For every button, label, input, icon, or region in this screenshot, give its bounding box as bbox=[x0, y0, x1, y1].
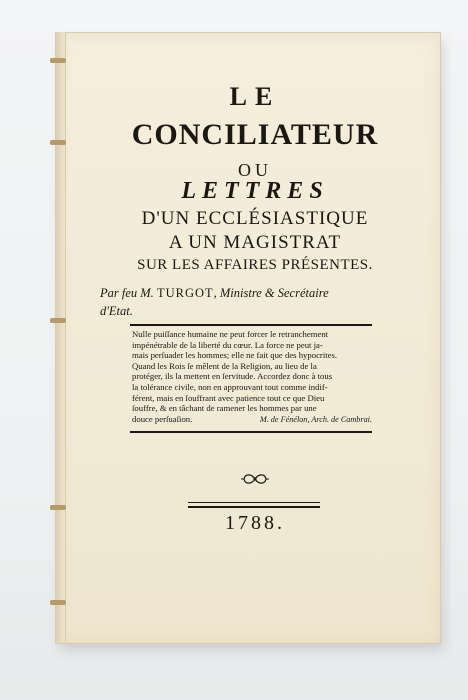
author-line2: d'Etat. bbox=[100, 304, 133, 318]
epigraph-line: Quand les Rois ſe mêlent de la Religion, au lieu de la bbox=[132, 360, 317, 371]
binding-stitch bbox=[50, 140, 66, 145]
title-conciliateur: CONCILIATEUR bbox=[131, 118, 379, 151]
title-line-ou: OU bbox=[238, 160, 272, 180]
title-page-text bbox=[70, 32, 440, 642]
epigraph-quote bbox=[132, 329, 372, 424]
epigraph-line: impénétrable de la liberté du cœur. La force ne peut ja- bbox=[132, 339, 323, 350]
epigraph-rule-top bbox=[130, 324, 372, 326]
title-lettres: LETTRES bbox=[181, 178, 329, 204]
title-line-le: LE bbox=[229, 82, 281, 111]
imprint-year: 1788. bbox=[225, 512, 285, 534]
epigraph-line: férent, mais en ſouffrant avec patience tout ce que Dieu bbox=[132, 392, 325, 403]
binding-stitch bbox=[50, 58, 66, 63]
epigraph-rule-bottom bbox=[130, 431, 372, 433]
epigraph-line: la tolérance civile, non en approuvant tout comme indif- bbox=[132, 381, 328, 392]
imprint-rule-thin bbox=[188, 502, 320, 503]
binding-stitch bbox=[50, 600, 66, 605]
author-name: TURGOT bbox=[156, 286, 214, 300]
epigraph-line: Nulle puiſſance humaine ne peut forcer le retranchement bbox=[132, 329, 329, 339]
subtitle-affaires: SUR LES AFFAIRES PRÉSENTES. bbox=[137, 257, 373, 273]
author-prefix: Par feu M. bbox=[100, 286, 154, 300]
epigraph-line: mais perſuader les hommes; elle ne fait que des hypocrites. bbox=[132, 350, 338, 361]
epigraph-line: douce perſuaſion. bbox=[132, 413, 193, 424]
epigraph-line: protéger, ils la mettent en ſervitude. Accordez donc à tous bbox=[132, 371, 333, 382]
epigraph-attribution: M. de Fénélon, Arch. de Cambrai. bbox=[259, 415, 372, 424]
epigraph-line: ſouffre, & en tâchant de ramener les hommes par une bbox=[132, 403, 317, 414]
book-binding bbox=[55, 32, 66, 642]
subtitle-magistrat: A UN MAGISTRAT bbox=[168, 232, 342, 253]
subtitle-ecclesiastique: D'UN ECCLÉSIASTIQUE bbox=[141, 208, 369, 229]
binding-stitch bbox=[50, 505, 66, 510]
binding-stitch bbox=[50, 318, 66, 323]
fleuron-ornament-icon bbox=[240, 472, 270, 486]
imprint-rule-thick bbox=[188, 506, 320, 508]
author-statement bbox=[100, 284, 420, 320]
author-suffix: , Ministre & Secrétaire bbox=[213, 286, 329, 300]
